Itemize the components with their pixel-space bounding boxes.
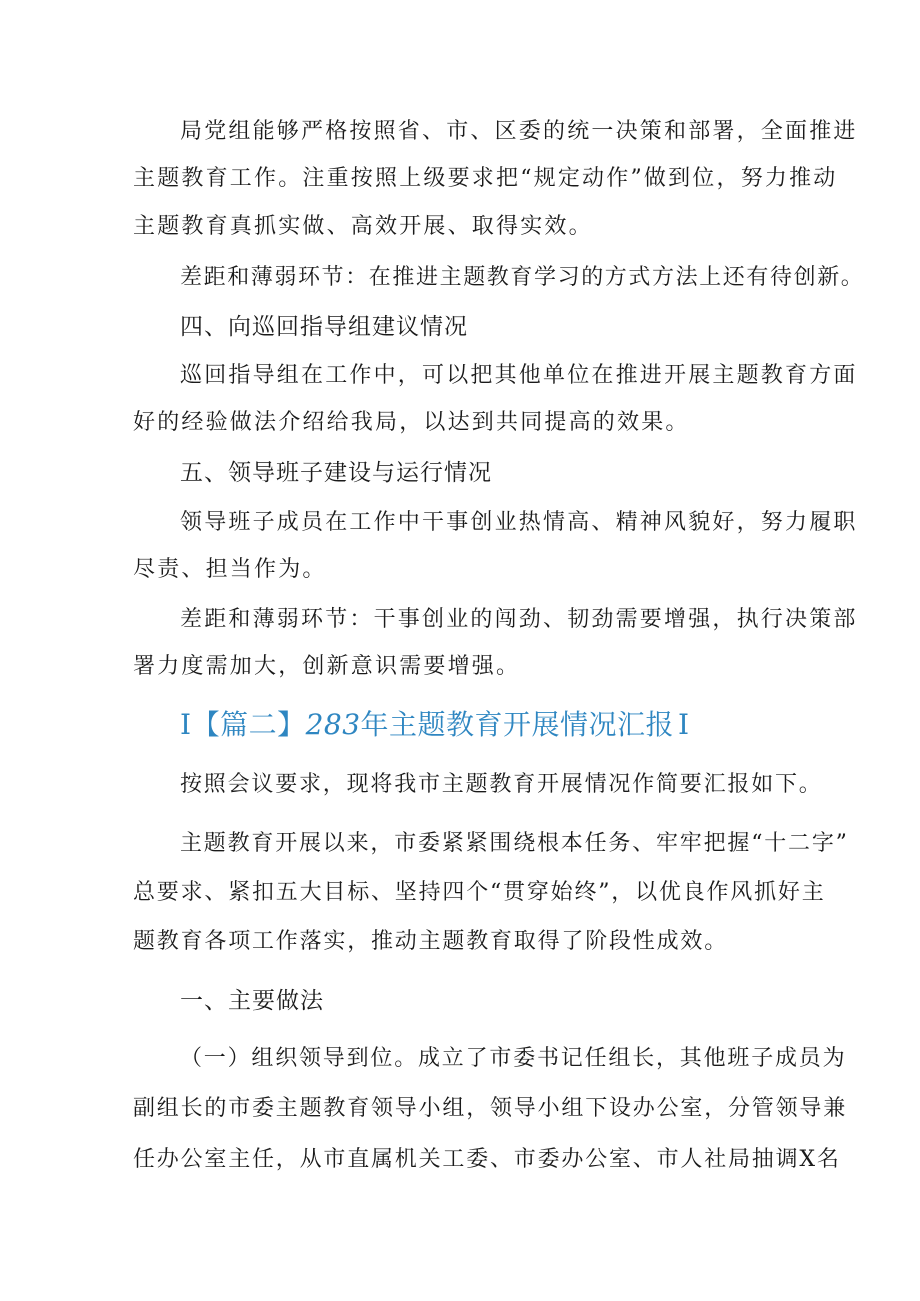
section-title-suffix: 年主题教育开展情况汇报 <box>360 708 675 741</box>
paragraph-6-line-1: 按照会议要求，现将我市主题教育开展情况作简要汇报如下。 <box>180 772 823 797</box>
paragraph-4-line-2: 尽责、担当作为。 <box>133 557 327 582</box>
section-title-prefix: 【篇二】 <box>191 708 306 741</box>
paragraph-3-line-2: 好的经验做法介绍给我局，以达到共同提高的效果。 <box>133 410 690 435</box>
section-title-number: 283 <box>305 708 361 741</box>
paragraph-4-line-1: 领导班子成员在工作中干事创业热情高、精神风貌好，努力履职 <box>180 510 858 535</box>
paragraph-1-line-3: 主题教育真抓实做、高效开展、取得实效。 <box>133 214 593 239</box>
heading-four: 四、向巡回指导组建议情况 <box>180 314 468 340</box>
heading-five: 五、领导班子建设与运行情况 <box>180 460 492 486</box>
paragraph-8-line-2: 副组长的市委主题教育领导小组，领导小组下设办公室，分管领导兼 <box>133 1096 848 1121</box>
section-title-bar-left: I <box>180 708 192 741</box>
paragraph-8-line-3: 任办公室主任，从市直属机关工委、市委办公室、市人社局抽调X名 <box>133 1147 841 1172</box>
paragraph-3-line-1: 巡回指导组在工作中，可以把其他单位在推进开展主题教育方面 <box>180 363 858 388</box>
paragraph-5-line-1: 差距和薄弱环节：干事创业的闯劲、韧劲需要增强，执行决策部 <box>180 607 858 632</box>
paragraph-1-line-2: 主题教育工作。注重按照上级要求把“规定动作”做到位，努力推动 <box>133 166 838 191</box>
paragraph-7-line-3: 题教育各项工作落实，推动主题教育取得了阶段性成效。 <box>133 929 729 954</box>
section-title-bar-right: I <box>678 708 690 741</box>
paragraph-7-line-2: 总要求、紧扣五大目标、坚持四个“贯穿始终”，以优良作风抓好主 <box>133 880 826 905</box>
paragraph-7-line-1: 主题教育开展以来，市委紧紧围绕根本任务、牢牢把握“十二字” <box>180 831 849 856</box>
paragraph-5-line-2: 署力度需加大，创新意识需要增强。 <box>133 654 521 679</box>
paragraph-1-line-1: 局党组能够严格按照省、市、区委的统一决策和部署，全面推进 <box>180 119 858 144</box>
paragraph-8-line-1: （一）组织领导到位。成立了市委书记任组长，其他班子成员为 <box>180 1046 847 1071</box>
section-title <box>180 705 690 745</box>
heading-one: 一、主要做法 <box>180 988 324 1014</box>
paragraph-2-line-1: 差距和薄弱环节：在推进主题教育学习的方式方法上还有待创新。 <box>180 265 865 290</box>
